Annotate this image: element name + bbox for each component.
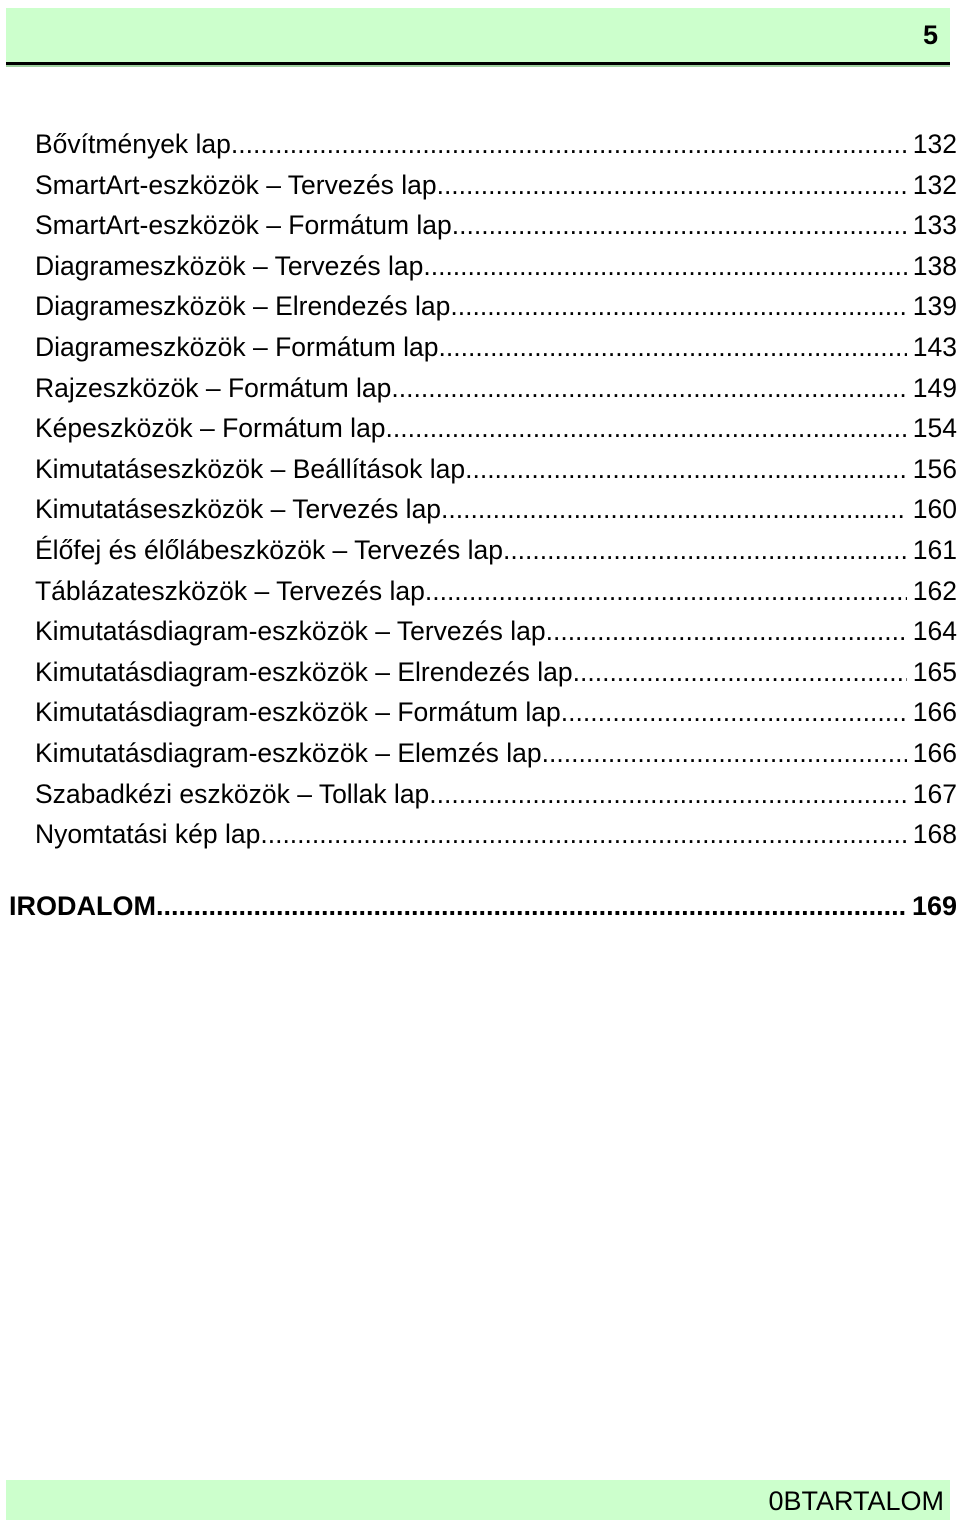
toc-entry-title: Kimutatáseszközök – Beállítások lap xyxy=(35,453,466,484)
toc-entry-page: 162 xyxy=(912,575,957,606)
toc-leader-dots xyxy=(546,611,907,652)
toc-entry-page: 149 xyxy=(912,372,957,403)
toc-entry-title: Diagrameszközök – Elrendezés lap xyxy=(35,291,451,322)
toc-entry[interactable] xyxy=(35,571,957,612)
toc-leader-dots xyxy=(156,886,906,926)
toc-entry-page: 138 xyxy=(912,250,957,281)
toc-entry[interactable] xyxy=(35,774,957,815)
toc-entry-title: Képeszközök – Formátum lap xyxy=(35,413,386,444)
toc-entry-page: 166 xyxy=(912,697,957,728)
toc-entry[interactable] xyxy=(35,814,957,855)
toc-entry[interactable] xyxy=(35,286,957,327)
toc-entry[interactable] xyxy=(35,165,957,206)
toc-entry-title: Kimutatásdiagram-eszközök – Formátum lap xyxy=(35,697,561,728)
toc-entry-page: 143 xyxy=(912,331,957,362)
toc-entry-title: Diagrameszközök – Tervezés lap xyxy=(35,250,424,281)
toc-leader-dots xyxy=(573,652,907,693)
toc-leader-dots xyxy=(386,408,907,449)
toc-leader-dots xyxy=(450,286,906,327)
toc-entry-page: 133 xyxy=(912,210,957,241)
toc-entry-page: 164 xyxy=(912,616,957,647)
toc-leader-dots xyxy=(452,205,907,246)
toc-entry[interactable] xyxy=(35,733,957,774)
toc-entry-title: Élőfej és élőlábeszközök – Tervezés lap xyxy=(35,534,503,565)
toc-leader-dots xyxy=(429,774,906,815)
page-number: 5 xyxy=(922,20,938,50)
toc-leader-dots xyxy=(439,327,907,368)
toc-leader-dots xyxy=(391,368,906,409)
toc-entry-page: 166 xyxy=(912,737,957,768)
toc-top-level-title: IRODALOM xyxy=(9,891,156,921)
toc-top-level-page: 169 xyxy=(911,891,957,921)
toc-entry-page: 132 xyxy=(912,129,957,159)
toc-entry[interactable] xyxy=(35,327,957,368)
toc-entry[interactable] xyxy=(35,449,957,490)
toc-entry-page: 160 xyxy=(912,494,957,525)
toc-entry-title: Rajzeszközök – Formátum lap xyxy=(35,372,392,403)
toc-leader-dots xyxy=(561,692,907,733)
toc-leader-dots xyxy=(437,165,907,206)
header-bar xyxy=(6,8,950,65)
toc-entry[interactable] xyxy=(35,530,957,571)
toc-entry-page: 156 xyxy=(912,453,957,484)
toc-leader-dots xyxy=(465,449,907,490)
toc-entry-title: Szabadkézi eszközök – Tollak lap xyxy=(35,778,430,809)
toc-leader-dots xyxy=(425,571,907,612)
toc-entry-title: Kimutatásdiagram-eszközök – Tervezés lap xyxy=(35,616,546,647)
toc-entry[interactable] xyxy=(35,246,957,287)
toc-entry-page: 168 xyxy=(912,819,957,850)
toc-entry-page: 165 xyxy=(912,656,957,687)
toc-entry-title: SmartArt-eszközök – Tervezés lap xyxy=(35,169,437,200)
toc-entry-title: Nyomtatási kép lap xyxy=(35,819,261,850)
toc-entry-title: Kimutatásdiagram-eszközök – Elemzés lap xyxy=(35,737,542,768)
toc-entry-page: 132 xyxy=(912,169,957,200)
toc-leader-dots xyxy=(503,530,907,571)
toc-entry-page: 154 xyxy=(912,413,957,444)
toc-entry-title: Kimutatáseszközök – Tervezés lap xyxy=(35,494,442,525)
toc-entry-title: Diagrameszközök – Formátum lap xyxy=(35,331,439,362)
toc-entry[interactable] xyxy=(35,368,957,409)
toc-entry[interactable] xyxy=(35,205,957,246)
toc-leader-dots xyxy=(441,489,907,530)
toc-leader-dots xyxy=(231,124,907,165)
toc-entry-page: 167 xyxy=(912,778,957,809)
toc-entry-title: SmartArt-eszközök – Formátum lap xyxy=(35,210,452,241)
toc-entry[interactable] xyxy=(35,408,957,449)
toc-entry-title: Bővítmények lap xyxy=(35,129,231,159)
toc-entry[interactable] xyxy=(35,611,957,652)
toc-entry[interactable] xyxy=(35,652,957,693)
toc-leader-dots xyxy=(542,733,907,774)
toc-leader-dots xyxy=(423,246,906,287)
toc-entry-page: 161 xyxy=(912,534,957,565)
toc-top-level-entry[interactable] xyxy=(9,886,957,926)
toc-entry[interactable] xyxy=(35,489,957,530)
footer-bar xyxy=(6,1480,950,1520)
toc-entry-title: Táblázateszközök – Tervezés lap xyxy=(35,575,425,606)
toc-entry[interactable] xyxy=(35,692,957,733)
toc-entry[interactable] xyxy=(35,124,957,165)
toc-entry-title: Kimutatásdiagram-eszközök – Elrendezés lap xyxy=(35,656,573,687)
table-of-contents xyxy=(35,124,957,855)
footer-chapter-label: 0BTARTALOM xyxy=(768,1486,944,1516)
toc-entry-page: 139 xyxy=(912,291,957,322)
toc-leader-dots xyxy=(260,814,906,855)
